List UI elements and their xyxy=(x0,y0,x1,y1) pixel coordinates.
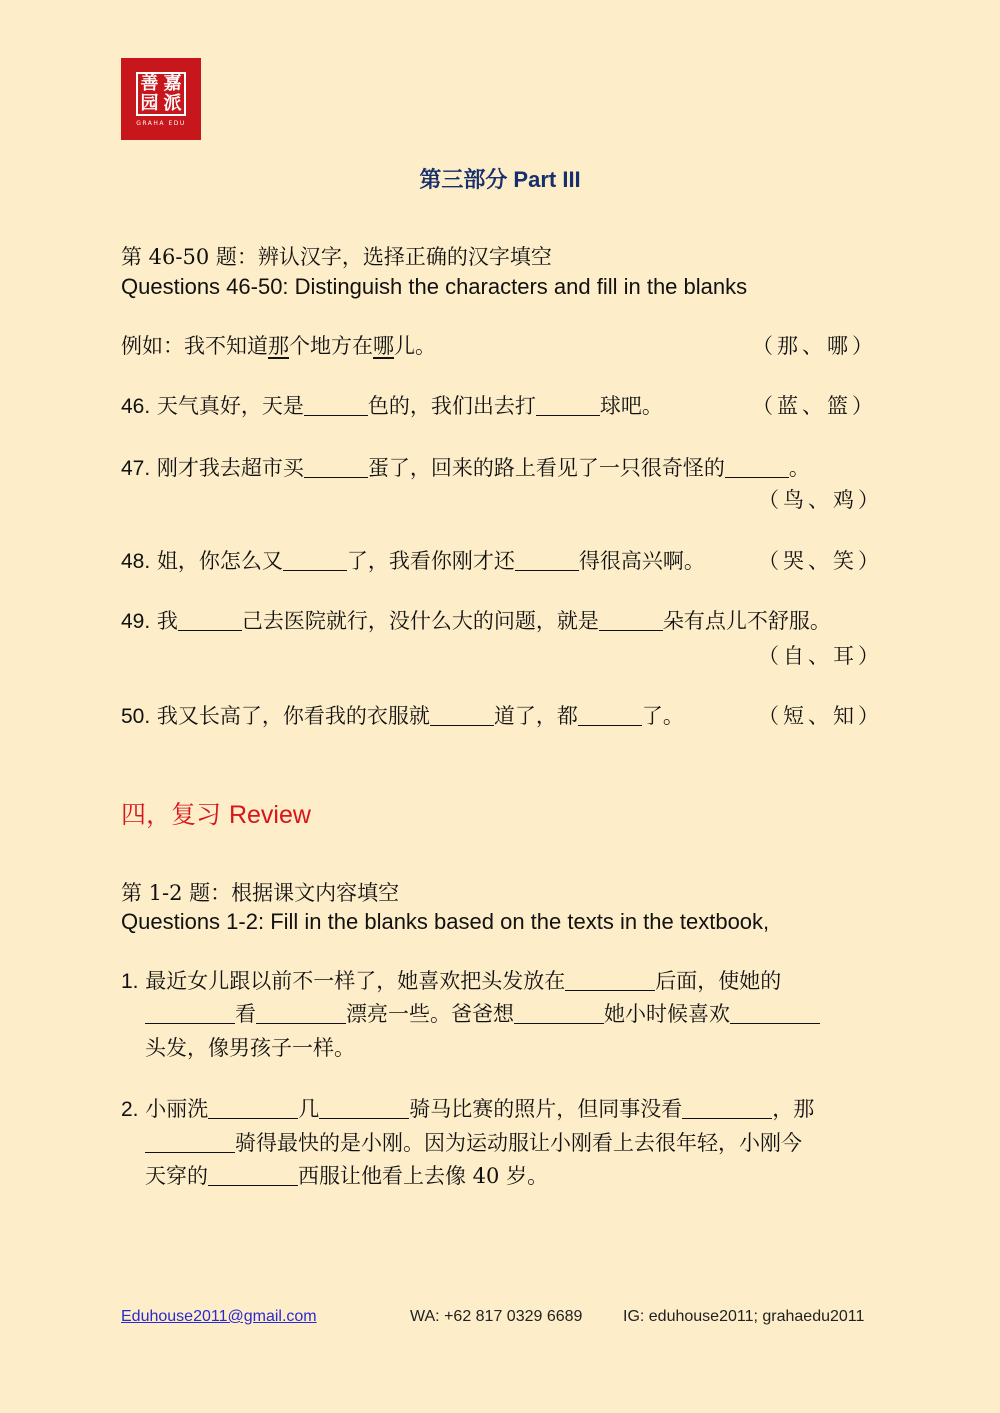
question-46-options: （蓝、篮） xyxy=(752,394,877,418)
question-text: 我 xyxy=(156,609,178,633)
question-48 xyxy=(121,545,705,575)
question-number: 48. xyxy=(121,550,151,573)
logo-glyph: 派 xyxy=(163,92,182,114)
instruction-cn-text: 第 46-50 题：辨认汉字，选择正确的汉字填空 xyxy=(121,245,552,269)
example-text: 个地方在 xyxy=(289,334,373,358)
answer-blank[interactable] xyxy=(730,1002,820,1024)
question-48-options: （哭、笑） xyxy=(758,549,883,573)
review-question-1-line-3: 头发，像男孩子一样。 xyxy=(145,1036,355,1060)
question-text: 西服让他看上去像 40 岁。 xyxy=(298,1164,549,1188)
review-heading-en: Review xyxy=(228,801,311,829)
answer-blank[interactable] xyxy=(514,1002,604,1024)
answer-blank[interactable] xyxy=(565,969,655,991)
question-text: 。 xyxy=(788,456,810,480)
question-47 xyxy=(121,452,810,482)
logo-glyph: 园 xyxy=(140,92,159,114)
question-text: 几 xyxy=(298,1097,320,1121)
footer-email[interactable] xyxy=(121,1308,317,1326)
question-text: ，那 xyxy=(772,1097,815,1121)
answer-blank[interactable] xyxy=(304,456,368,478)
answer-blank[interactable] xyxy=(515,549,579,571)
question-text: 小丽洗 xyxy=(145,1097,209,1121)
example-text: 我不知道 xyxy=(184,334,268,358)
review-instruction-en: Questions 1-2: Fill in the blanks based on the texts in the textbook, xyxy=(121,909,770,934)
example-options: （那、哪） xyxy=(752,334,877,358)
review-heading xyxy=(121,795,311,831)
answer-blank[interactable] xyxy=(578,704,642,726)
question-number: 49. xyxy=(121,610,151,633)
question-number: 50. xyxy=(121,705,151,728)
answer-blank[interactable] xyxy=(208,1097,298,1119)
question-text: 己去医院就行，没什么大的问题，就是 xyxy=(241,609,599,633)
page-title: 第三部分 Part III xyxy=(419,167,581,192)
example-underlined-char: 那 xyxy=(268,334,289,358)
instruction-cn xyxy=(121,241,552,271)
question-number: 1. xyxy=(121,970,139,993)
email-link[interactable]: Eduhouse2011@gmail.com xyxy=(121,1308,317,1325)
logo-glyph: 嘉 xyxy=(163,72,182,94)
answer-blank[interactable] xyxy=(430,704,494,726)
question-text: 后面，使她的 xyxy=(655,969,782,993)
instruction-en: Questions 46-50: Distinguish the characters and fill in the blanks xyxy=(121,274,748,299)
question-text: 道了，都 xyxy=(493,704,578,728)
logo-glyph: 善 xyxy=(140,72,159,94)
question-text: 我又长高了，你看我的衣服就 xyxy=(156,704,430,728)
footer-whatsapp: WA: +62 817 0329 6689 xyxy=(410,1308,583,1325)
review-question-1-line-1 xyxy=(121,965,781,995)
answer-blank[interactable] xyxy=(682,1097,772,1119)
answer-blank[interactable] xyxy=(256,1002,346,1024)
question-text: 骑得最快的是小刚。因为运动服让小刚看上去很年轻，小刚今 xyxy=(235,1131,802,1155)
review-question-2-line-2 xyxy=(145,1127,802,1157)
question-text: 漂亮一些。爸爸想 xyxy=(346,1002,514,1026)
answer-blank[interactable] xyxy=(304,394,368,416)
question-text: 了。 xyxy=(641,704,684,728)
question-number: 47. xyxy=(121,457,151,480)
review-heading-cn: 四，复习 xyxy=(121,800,229,829)
question-50-options: （短、知） xyxy=(758,704,883,728)
question-text: 朵有点儿不舒服。 xyxy=(662,609,831,633)
question-text: 她小时候喜欢 xyxy=(604,1002,730,1026)
answer-blank[interactable] xyxy=(145,1002,235,1024)
review-instruction-cn: 第 1-2 题：根据课文内容填空 xyxy=(121,881,400,905)
question-49 xyxy=(121,605,831,635)
answer-blank[interactable] xyxy=(145,1131,235,1153)
answer-blank[interactable] xyxy=(725,456,789,478)
review-question-2-line-1 xyxy=(121,1093,814,1123)
question-text: 刚才我去超市买 xyxy=(156,456,304,480)
question-text: 最近女儿跟以前不一样了，她喜欢把头发放在 xyxy=(145,969,566,993)
question-number: 2. xyxy=(121,1098,139,1121)
question-50 xyxy=(121,700,684,730)
logo-mark xyxy=(136,72,186,116)
review-question-1-line-2 xyxy=(145,998,820,1028)
question-number: 46. xyxy=(121,395,151,418)
question-text: 骑马比赛的照片，但同事没看 xyxy=(409,1097,683,1121)
example-label: 例如： xyxy=(121,334,184,358)
answer-blank[interactable] xyxy=(536,394,600,416)
question-text: 天穿的 xyxy=(145,1164,208,1188)
logo xyxy=(121,58,201,140)
example-underlined-char: 哪 xyxy=(373,334,394,358)
answer-blank[interactable] xyxy=(283,549,347,571)
answer-blank[interactable] xyxy=(599,609,663,631)
question-text: 蛋了，回来的路上看见了一只很奇怪的 xyxy=(367,456,725,480)
example-text: 儿。 xyxy=(394,334,436,358)
question-text: 姐，你怎么又 xyxy=(156,549,283,573)
answer-blank[interactable] xyxy=(178,609,242,631)
question-text: 了，我看你刚才还 xyxy=(346,549,515,573)
question-text: 看 xyxy=(235,1002,256,1026)
answer-blank[interactable] xyxy=(319,1097,409,1119)
footer-instagram: IG: eduhouse2011; grahaedu2011 xyxy=(623,1308,865,1325)
question-text: 天气真好，天是 xyxy=(156,394,304,418)
question-text: 色的，我们出去打 xyxy=(367,394,536,418)
answer-blank[interactable] xyxy=(208,1164,298,1186)
question-47-options: （鸟、鸡） xyxy=(758,488,883,512)
review-question-2-line-3 xyxy=(145,1160,548,1190)
example-line xyxy=(121,330,436,360)
logo-caption: GRAHA EDU xyxy=(136,119,186,127)
question-49-options: （自、耳） xyxy=(758,644,883,668)
question-text: 球吧。 xyxy=(599,394,663,418)
question-text: 得很高兴啊。 xyxy=(578,549,705,573)
question-46 xyxy=(121,390,663,420)
